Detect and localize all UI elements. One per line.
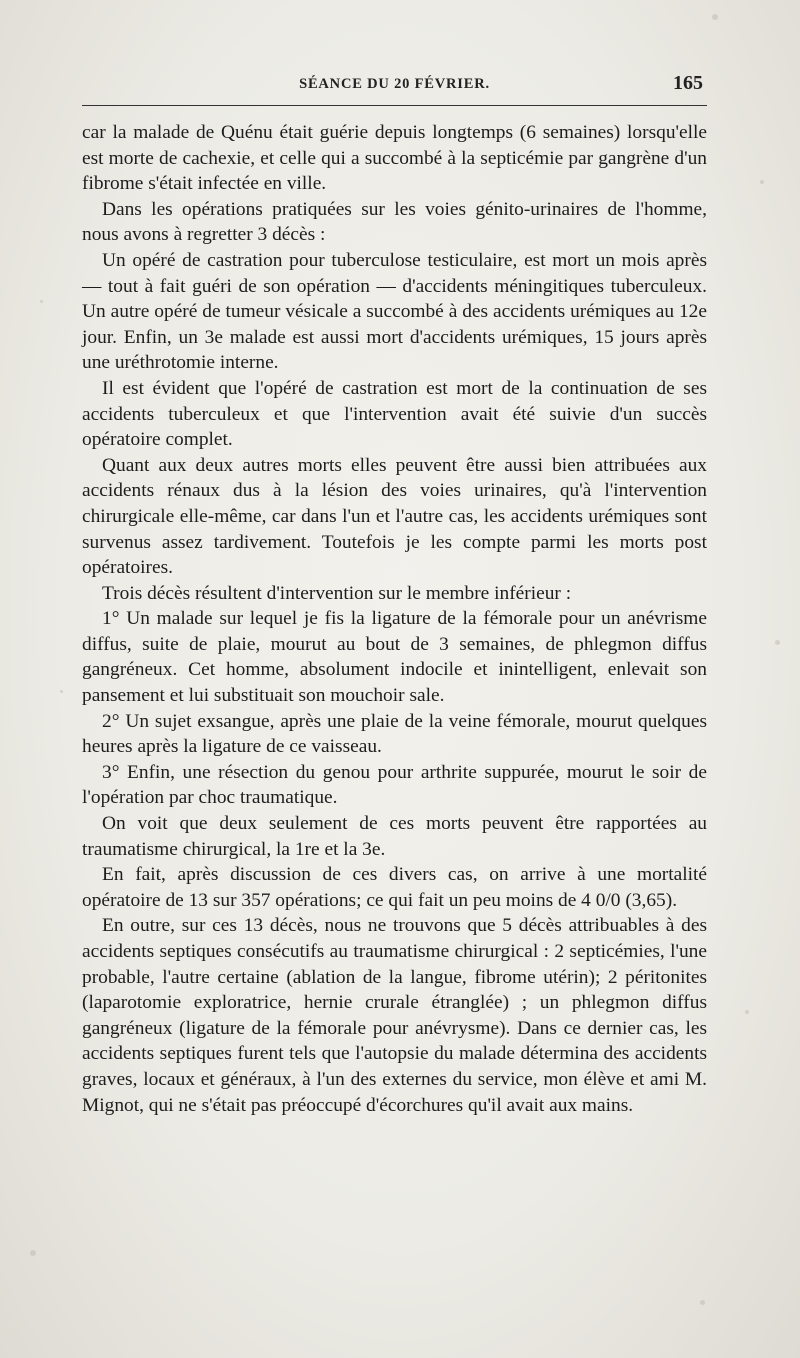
paragraph-three-deaths: Trois décès résultent d'intervention sur le membre inférieur :: [102, 582, 572, 604]
paragraph-septic: En outre, sur ces 13 décès, nous ne trouvons que 5 décès attribuables à des accidents septiques consécutifs au traumatisme chirurgical : 2 septicémies, l'une probable, l'autre certaine (ablation de la langue, fibrome utérin); 2 péritonites (laparotomie exploratrice, hernie crurale étranglée) ; un phlegmon diffus gangréneux (ligature de la fémorale pour anévrysme). Dans ce dernier cas, les accidents septiques furent tels que l'autopsie du malade détermina des accidents graves, locaux et généraux, à l'un des externes du service, mon élève et ami M. Mignot, qui ne s'était pas préoccupé d'écorchures qu'il avait aux mains.: [82, 915, 707, 1116]
paragraph-other-deaths: Quant aux deux autres morts elles peuvent être aussi bien attribuées aux accidents rénaux dus à la lésion des voies urinaires, qu'à l'intervention chirurgicale elle-même, car dans l'un et l'autre cas, les accidents urémiques sont survenus assez tardivement. Toutefois je les compte parmi les morts post opératoires.: [82, 454, 707, 579]
paragraph-genito-urinary: Dans les opérations pratiquées sur les voies génito-urinaires de l'homme, nous avons à regretter 3 décès :: [82, 198, 707, 246]
running-title: SÉANCE DU 20 FÉVRIER.: [299, 76, 490, 92]
paper-speck: [712, 14, 718, 20]
paper-speck: [700, 1300, 705, 1305]
paragraph-castration: Un opéré de castration pour tuberculose testiculaire, est mort un mois après — tout à fait guéri de son opération — d'accidents méningitiques tuberculeux. Un autre opéré de tumeur vésicale a succombé à des accidents urémiques au 12e jour. Enfin, un 3e malade est aussi mort d'accidents urémiques, 15 jours après une uréthrotomie interne.: [82, 249, 707, 374]
paragraph-evident: Il est évident que l'opéré de castration est mort de la continuation de ses accidents tuberculeux et que l'intervention avait été suivie d'un succès opératoire complet.: [82, 377, 707, 451]
paper-speck: [30, 1250, 36, 1256]
paper-speck: [775, 640, 780, 645]
page-number: 165: [673, 72, 703, 94]
paper-speck: [40, 300, 43, 303]
running-header: [82, 72, 707, 96]
paper-speck: [60, 690, 63, 693]
paragraph-case-2: 2° Un sujet exsangue, après une plaie de la veine fémorale, mourut quelques heures après la ligature de ce vaisseau.: [82, 710, 707, 758]
body-text: [82, 120, 707, 1118]
paper-speck: [760, 180, 764, 184]
paper-speck: [745, 1010, 749, 1014]
paragraph-case-1: 1° Un malade sur lequel je fis la ligature de la fémorale pour un anévrisme diffus, suite de plaie, mourut au bout de 3 semaines, de phlegmon diffus gangréneux. Cet homme, absolument indocile et inintelligent, enlevait son pansement et lui substituait son mouchoir sale.: [82, 608, 707, 707]
paragraph-mortality: En fait, après discussion de ces divers cas, on arrive à une mortalité opératoire de 13 sur 357 opérations; ce qui fait un peu moins de 4 0/0 (3,65).: [82, 864, 707, 911]
paragraph-two-only: On voit que deux seulement de ces morts peuvent être rapportées au traumatisme chirurgical, la 1re et la 3e.: [82, 813, 707, 860]
paragraph-continuation: car la malade de Quénu était guérie depuis longtemps (6 semaines) lorsqu'elle est morte de cachexie, et celle qui a succombé à la septicémie par gangrène d'un fibrome s'était infectée en ville.: [82, 122, 707, 195]
header-rule: [82, 105, 707, 106]
paragraph-case-3: 3° Enfin, une résection du genou pour arthrite suppurée, mourut le soir de l'opération par choc traumatique.: [82, 761, 707, 809]
